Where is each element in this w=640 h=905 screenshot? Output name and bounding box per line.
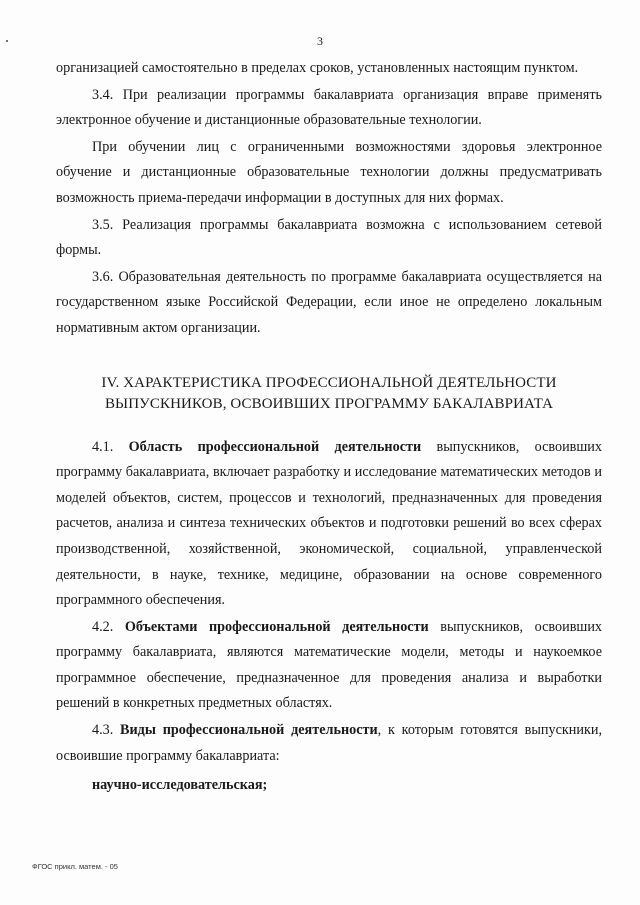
activity-type-research: научно-исследовательская; <box>92 777 268 794</box>
paragraph-4-3 <box>56 718 602 769</box>
paragraph-3-5: 3.5. Реализация программы бакалавриата возможна с использованием сетевой формы. <box>56 216 602 259</box>
paragraph-4-2-term: Объектами профессиональной деятельности <box>124 618 429 635</box>
document-body <box>56 56 602 799</box>
paragraph-4-1 <box>56 435 602 614</box>
paragraph-4-3-text: , к которым готовятся выпускники, освоившие программу бакалавриата: <box>56 722 602 764</box>
footer-code: ФГОС прикл. матем. - 05 <box>32 862 118 871</box>
paragraph-3-4: 3.4. При реализации программы бакалавриата организация вправе применять электронное обучение и дистанционные образовательные технологии. <box>56 86 602 129</box>
section-heading-line-2: ВЫПУСКНИКОВ, ОСВОИВШИХ ПРОГРАММУ БАКАЛАВРИАТА <box>104 395 554 412</box>
paragraph-4-2-text: выпускников, освоивших программу бакалавриата, являются математические модели, методы и наукоемкое программное обеспечение, предназначенное для проведения анализа и выработки решений в конкретных предметных областях. <box>56 618 603 712</box>
section-heading-iv <box>56 373 602 415</box>
paragraph-disabilities: При обучении лиц с ограниченными возможностями здоровья электронное обучение и дистанционные образовательные технологии должны предусматривать возможность приема-передачи информации в доступных для них формах. <box>56 138 602 206</box>
paragraph-4-1-text: выпускников, освоивших программу бакалавриата, включает разработку и исследование математических методов и моделей объектов, систем, процессов и технологий, предназначенных для проведения расчетов, анализа и синтеза технических объектов и подготовки решений во всех сферах производственной, хозяйственной, экономической, социальной, управленческой деятельности, в науке, технике, медицине, образовании на основе современного программного обеспечения. <box>56 438 602 609</box>
paragraph-4-1-number: 4.1. <box>92 438 129 455</box>
paragraph-4-3-term: Виды профессиональной деятельности <box>120 722 378 739</box>
paragraph-4-2-number: 4.2. <box>92 618 125 635</box>
paragraph-4-2 <box>56 615 602 717</box>
paragraph-4-3-number: 4.3. <box>92 722 121 739</box>
paragraph-3-6: 3.6. Образовательная деятельность по программе бакалавриата осуществляется на государственном языке Российской Федерации, если иное не определено локальным нормативным актом организации. <box>56 268 602 336</box>
paragraph-continuation: организацией самостоятельно в пределах сроков, установленных настоящим пунктом. <box>56 60 579 76</box>
section-heading-line-1: IV. ХАРАКТЕРИСТИКА ПРОФЕССИОНАЛЬНОЙ ДЕЯТЕЛЬНОСТИ <box>101 374 557 391</box>
paragraph-4-1-term: Область профессиональной деятельности <box>128 438 422 455</box>
page-number: 3 <box>317 34 323 48</box>
